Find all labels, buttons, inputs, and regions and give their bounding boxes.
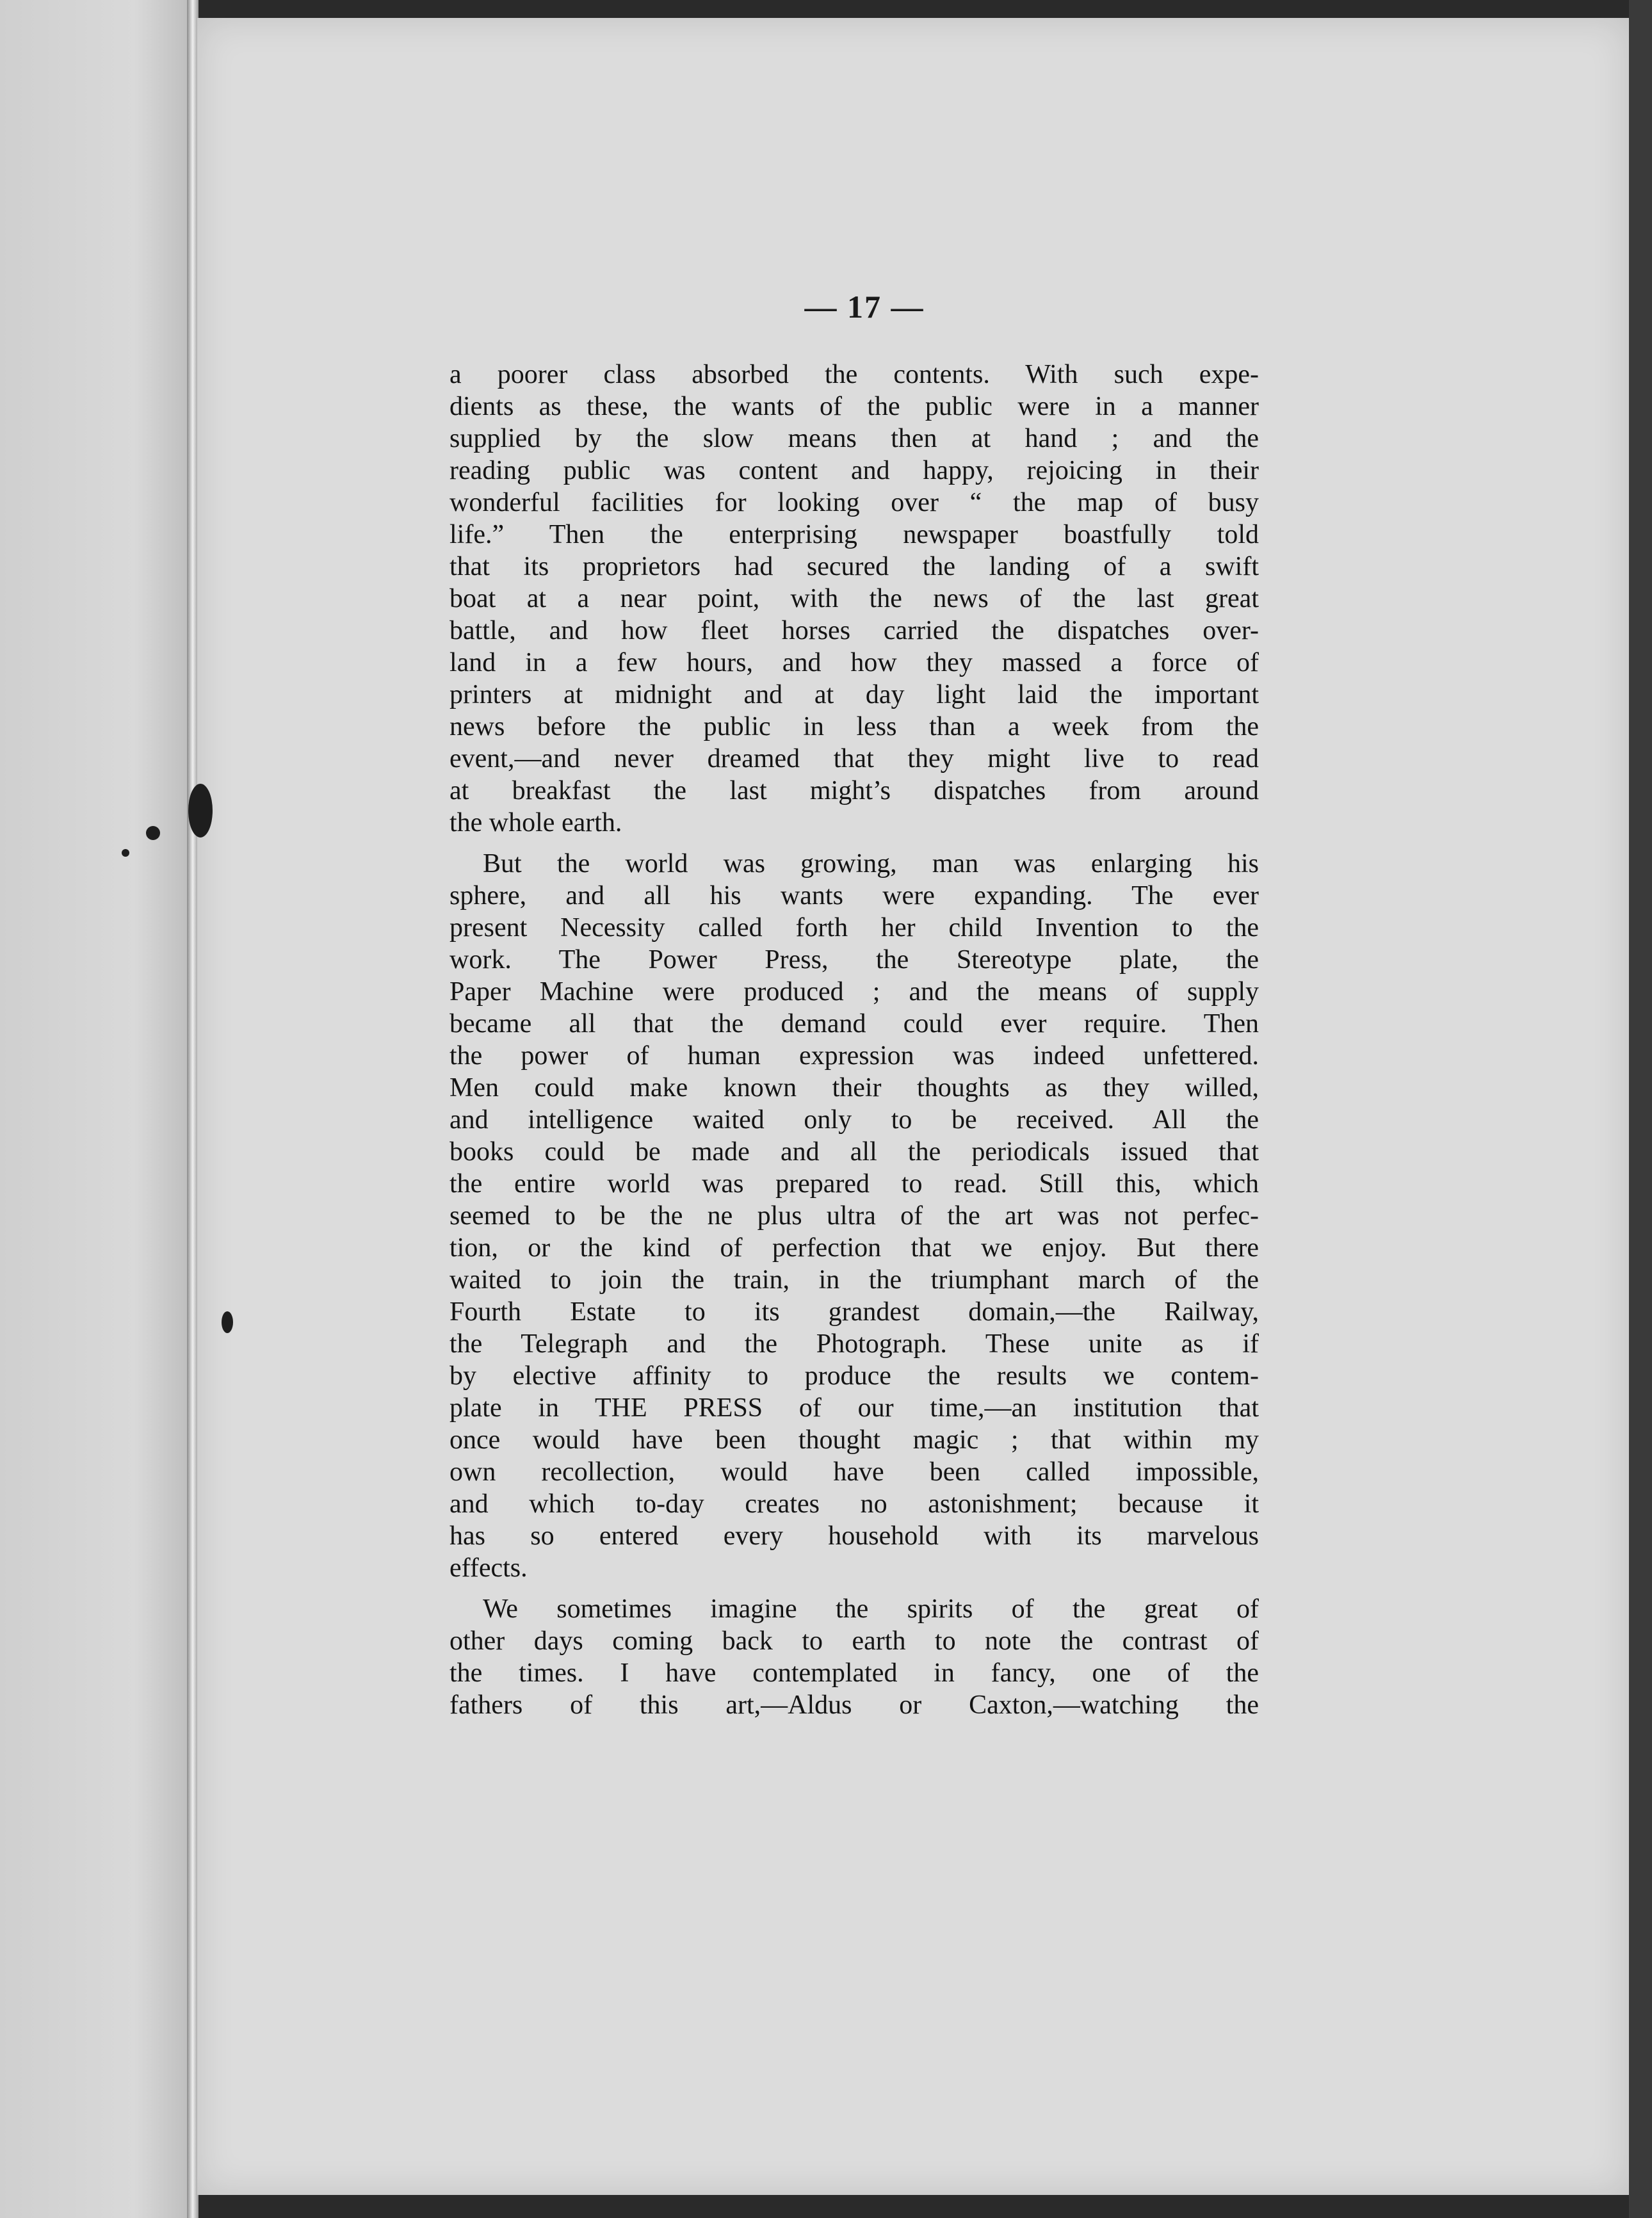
text-line: life.” Then the enterprising newspaper boastfully told — [449, 520, 1259, 549]
paper-damage-mark — [122, 849, 129, 857]
text-line: books could be made and all the periodicals issued that — [449, 1137, 1259, 1167]
text-line: the entire world was prepared to read. Still this, which — [449, 1169, 1259, 1199]
text-line: the times. I have contemplated in fancy, one of the — [449, 1658, 1259, 1688]
text-line: at breakfast the last might’s dispatches from around — [449, 776, 1259, 805]
paragraph — [449, 1593, 1259, 1721]
text-line: wonderful facilities for looking over “ the map of busy — [449, 488, 1259, 517]
text-line: battle, and how fleet horses carried the dispatches over- — [449, 616, 1259, 645]
page-number: — 17 — — [804, 289, 925, 325]
body-text — [449, 359, 1259, 1742]
text-line: waited to join the train, in the triumphant march of the — [449, 1265, 1259, 1295]
text-line: became all that the demand could ever require. Then — [449, 1009, 1259, 1039]
text-line: other days coming back to earth to note the contrast of — [449, 1626, 1259, 1656]
paper-damage-mark — [222, 1311, 233, 1333]
text-line: the Telegraph and the Photograph. These unite as if — [449, 1329, 1259, 1359]
paragraph — [449, 359, 1259, 839]
text-line: event,—and never dreamed that they might live to read — [449, 744, 1259, 773]
text-line: own recollection, would have been called impossible, — [449, 1457, 1259, 1487]
paper-damage-mark — [188, 784, 213, 838]
text-line: and intelligence waited only to be received. All the — [449, 1105, 1259, 1135]
text-line: reading public was content and happy, rejoicing in their — [449, 456, 1259, 485]
text-line: seemed to be the ne plus ultra of the art was not perfec- — [449, 1201, 1259, 1231]
text-line: and which to-day creates no astonishment; because it — [449, 1489, 1259, 1519]
text-line: boat at a near point, with the news of the last great — [449, 584, 1259, 613]
text-line: plate in THE PRESS of our time,—an institution that — [449, 1393, 1259, 1423]
paragraph — [449, 848, 1259, 1584]
text-line: once would have been thought magic ; that within my — [449, 1425, 1259, 1455]
text-line: by elective affinity to produce the results we contem- — [449, 1361, 1259, 1391]
text-line: sphere, and all his wants were expanding. The ever — [449, 881, 1259, 911]
text-line: present Necessity called forth her child Invention to the — [449, 913, 1259, 943]
text-line: But the world was growing, man was enlarging his — [483, 849, 1259, 878]
text-line: Fourth Estate to its grandest domain,—the Railway, — [449, 1297, 1259, 1327]
text-line: the power of human expression was indeed unfettered. — [449, 1041, 1259, 1071]
text-line: a poorer class absorbed the contents. With such expe- — [449, 360, 1259, 389]
text-line: Men could make known their thoughts as they willed, — [449, 1073, 1259, 1103]
text-line: tion, or the kind of perfection that we enjoy. But there — [449, 1233, 1259, 1263]
text-line: that its proprietors had secured the landing of a swift — [449, 552, 1259, 581]
text-line: We sometimes imagine the spirits of the great of — [483, 1594, 1259, 1624]
text-line: work. The Power Press, the Stereotype plate, the — [449, 945, 1259, 975]
text-line: fathers of this art,—Aldus or Caxton,—watching the — [449, 1690, 1259, 1720]
text-line: dients as these, the wants of the public were in a manner — [449, 392, 1259, 421]
paper-damage-mark — [146, 826, 160, 840]
scan-border — [1629, 0, 1652, 2218]
text-line: effects. — [449, 1553, 528, 1583]
text-line: news before the public in less than a week from the — [449, 712, 1259, 741]
text-line: land in a few hours, and how they massed a force of — [449, 648, 1259, 677]
text-line: supplied by the slow means then at hand ; and the — [449, 424, 1259, 453]
text-line: has so entered every household with its marvelous — [449, 1521, 1259, 1551]
facing-page-edge — [0, 0, 192, 2218]
text-line: the whole earth. — [449, 808, 622, 838]
text-line: printers at midnight and at day light laid the important — [449, 680, 1259, 709]
text-line: Paper Machine were produced ; and the means of supply — [449, 977, 1259, 1007]
